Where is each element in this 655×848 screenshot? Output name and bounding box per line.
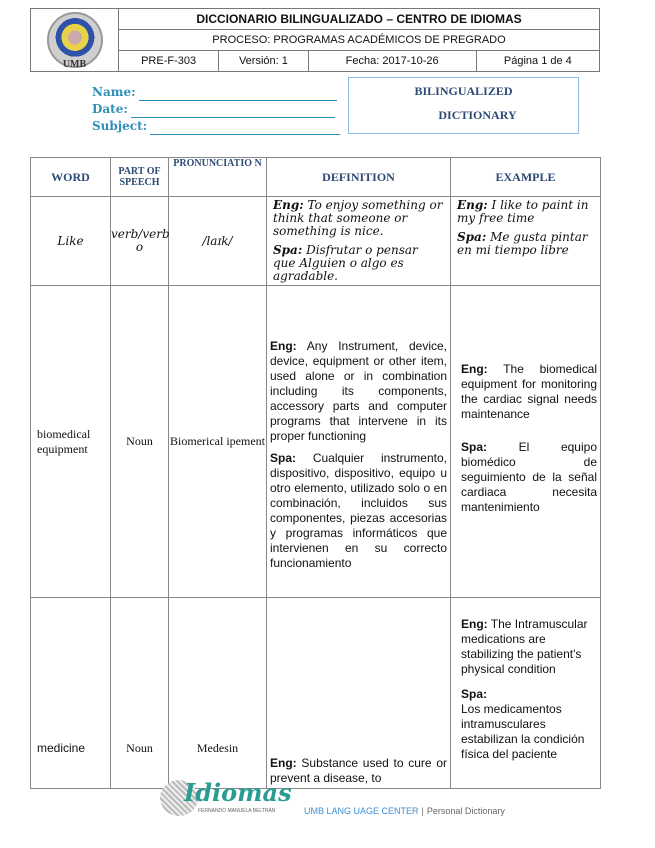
date: Fecha: 2017-10-26 [308, 51, 476, 72]
ex-eng: The biomedical equipment for monitoring the cardiac signal needs maintenance [461, 361, 597, 421]
logo-text: UMB [62, 59, 87, 70]
document-title: DICCIONARIO BILINGUALIZADO – CENTRO DE IDIOMAS [119, 9, 600, 30]
def-spa: Disfrutar o pensar que Alguien o algo es agradable. [273, 243, 418, 283]
col-part-of-speech: PART OF SPEECH [111, 158, 169, 197]
col-example: EXAMPLE [451, 158, 601, 197]
name-label: Name: [92, 85, 136, 99]
page-footer [160, 780, 505, 816]
idiomas-logo [160, 778, 292, 816]
date-label: Date: [92, 102, 128, 116]
def-spa: Cualquier instrumento, dispositivo, dispositivo, equipo u otro elemento, utilizado solo o en combinación, incluidos sus componentes, piezas accesorias y programas informáticos que intervienen en su correcto funcionamiento [270, 450, 447, 570]
spa-label: Spa: [273, 243, 303, 257]
title-line1: BILINGUALIZED [414, 84, 513, 98]
ex-spa: El equipo biomédico de seguimiento de la señal cardiaca necesita mantenimiento [461, 439, 597, 514]
document-header [30, 8, 600, 72]
version: Versión: 1 [219, 51, 308, 72]
definition [267, 286, 451, 598]
student-form [92, 84, 340, 135]
pronunciation: Medesin [169, 598, 267, 789]
eng-label: Eng: [457, 198, 488, 212]
ex-eng: The Intramuscular medications are stabilizing the patient's physical condition [461, 617, 588, 676]
spa-label: Spa: [461, 687, 488, 701]
table-row [31, 598, 601, 789]
def-eng: Any Instrument, device, device, equipment or other item, used alone or in combination including its components, accessory parts and computer programs that intervene in its proper functioning [270, 338, 447, 443]
part-of-speech: verb/verb o [111, 197, 169, 286]
eng-label: Eng: [270, 756, 297, 770]
spa-label: Spa: [457, 230, 487, 244]
pronunciation: Biomerical ipement [169, 286, 267, 598]
title-box [348, 77, 579, 134]
table-row [31, 197, 601, 286]
ex-spa: Los medicamentos intramusculares estabilizan la condición física del paciente [461, 702, 585, 761]
part-of-speech: Noun [111, 598, 169, 789]
date-line[interactable] [131, 106, 335, 118]
page-number: Página 1 de 4 [476, 51, 599, 72]
example [451, 598, 601, 789]
eng-label: Eng: [461, 361, 488, 376]
dictionary-table [30, 157, 601, 789]
logo-title: Idiomas [184, 778, 292, 807]
spa-label: Spa: [461, 439, 488, 454]
footer-label: Personal Dictionary [426, 806, 505, 816]
eng-label: Eng: [273, 198, 304, 212]
footer-separator: | [421, 806, 424, 816]
title-line2: DICTIONARY [438, 108, 517, 122]
subject-line[interactable] [150, 123, 340, 135]
definition [267, 598, 451, 789]
ex-eng: I like to paint in my free time [457, 198, 589, 225]
col-definition: DEFINITION [267, 158, 451, 197]
word: Like [31, 197, 111, 286]
example [451, 286, 601, 598]
example [451, 197, 601, 286]
col-pronunciation: PRONUNCIATIO N [169, 158, 267, 197]
eng-label: Eng: [461, 617, 488, 631]
footer-center-name: UMB LANG UAGE CENTER [304, 806, 419, 816]
name-line[interactable] [139, 89, 337, 101]
col-word: WORD [31, 158, 111, 197]
spa-label: Spa: [270, 450, 297, 465]
table-row [31, 286, 601, 598]
word: biomedical equipment [31, 286, 111, 598]
logo-sub: FERNANDO MANUELA BELTRÁN [198, 808, 276, 814]
process: PROCESO: PROGRAMAS ACADÉMICOS DE PREGRADO [119, 30, 600, 51]
part-of-speech: Noun [111, 286, 169, 598]
doc-code: PRE-F-303 [119, 51, 219, 72]
ex-spa: Me gusta pintar en mi tiempo libre [457, 230, 588, 257]
umb-logo [31, 9, 119, 72]
def-eng: Substance used to cure or prevent a disease, to [270, 756, 447, 785]
definition [267, 197, 451, 286]
def-eng: To enjoy something or think that someone or something is nice. [273, 198, 443, 238]
word: medicine [31, 598, 111, 789]
table-header-row [31, 158, 601, 197]
subject-label: Subject: [92, 119, 148, 133]
name-field[interactable] [92, 84, 340, 101]
pronunciation: /laɪk/ [169, 197, 267, 286]
eng-label: Eng: [270, 338, 297, 353]
date-field[interactable] [92, 101, 340, 118]
subject-field[interactable] [92, 118, 340, 135]
